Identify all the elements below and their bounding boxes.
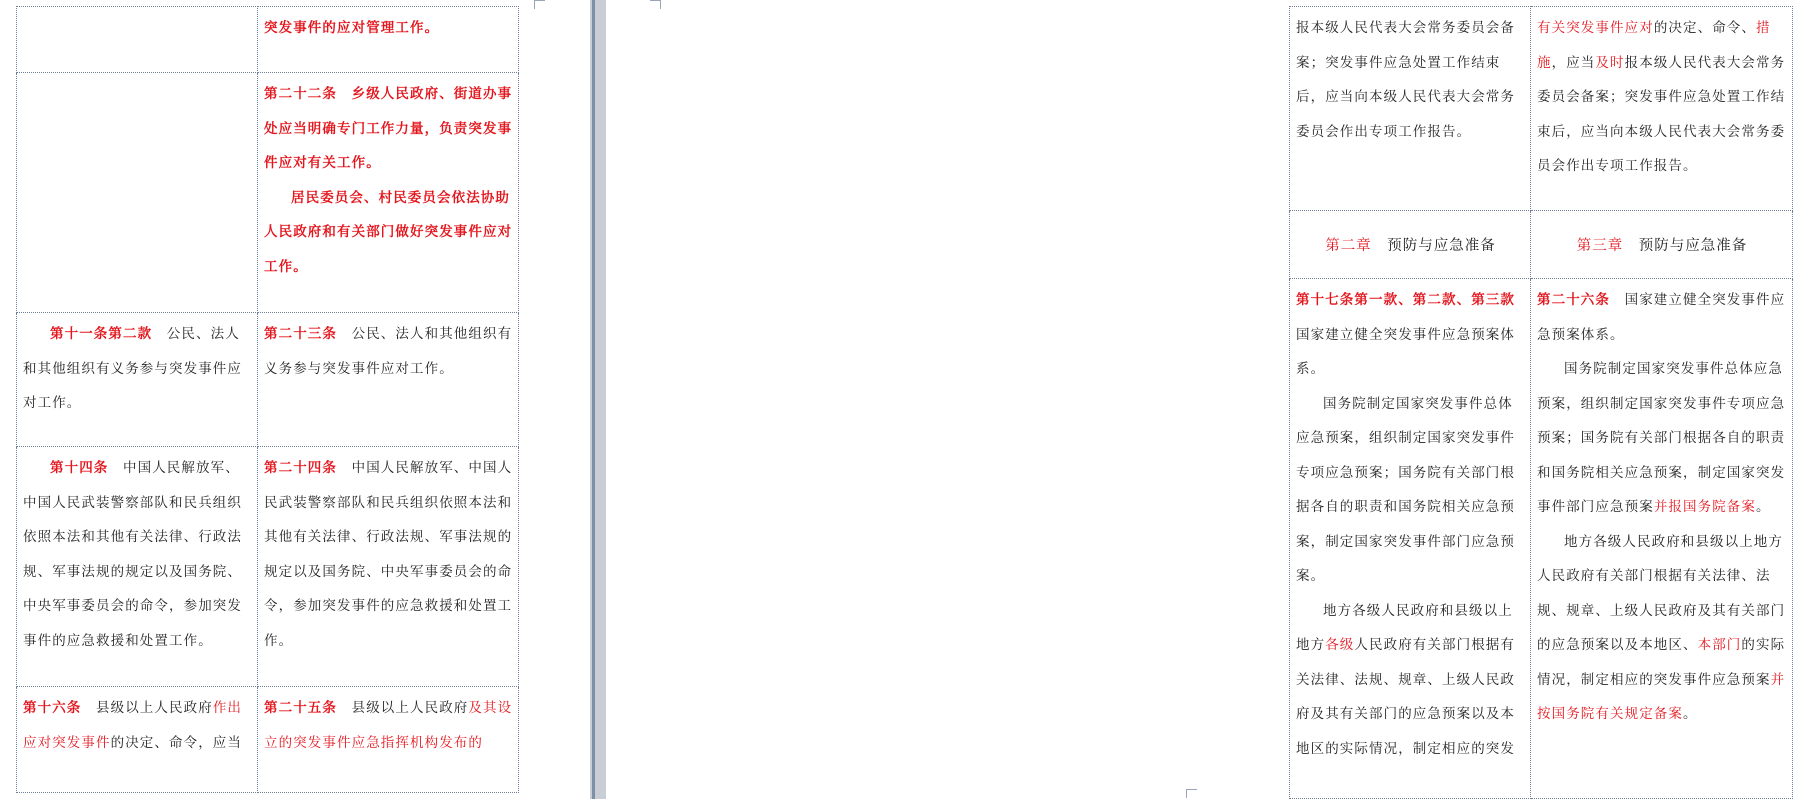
table-row [1290,211,1793,279]
page-edge [592,0,595,799]
amended-text: 第二十四条 [264,460,337,476]
new-provision-cell [258,687,519,793]
table-row [1290,279,1793,799]
table-row [17,313,519,447]
table-row [17,7,519,73]
provision-text: 。 [1683,706,1698,722]
provision-text: 地方各级人民政府和县级以上地方人民政府有关部门根据有关法律、法规、规章、上级人民政府及其有关部门的应急预案以及本地区、 [1537,533,1786,653]
provision-text: 人民政府有关部门根据有关法律、法规、规章、上级人民政府及其有关部门的应急预案以及本地区的实际情况，制定相应的突发 [1296,637,1516,757]
amended-text: 并报国务院备案 [1653,499,1757,515]
provision-paragraph [1537,283,1787,352]
old-provision-cell [1290,211,1531,279]
old-provision-cell [17,7,258,73]
provision-text: 中国人民解放军、中国人民武装警察部队和民兵组织依照本法和其他有关法律、行政法规、军事法规的规定以及国务院、中央军事委员会的命令，参加突发事件的应急救援和处置工作。 [264,460,513,649]
table-row [17,73,519,313]
provision-paragraph [23,691,252,760]
crop-mark [1186,789,1197,798]
provision-paragraph [1537,525,1787,732]
amended-text: 第二十三条 [264,326,337,342]
provision-paragraph [1296,387,1525,594]
old-provision-cell [17,73,258,313]
amended-text: 第十六条 [23,700,82,716]
provision-text: 国务院制定国家突发事件总体应急预案，组织制定国家突发事件专项应急预案；国务院有关部门根据各自的职责和国务院相关应急预案，制定国家突发事件部门应急预案 [1537,361,1786,515]
provision-text: 公民、法人和其他组织有义务参与突发事件应对工作。 [23,326,242,411]
amended-text: 第二章 [1325,238,1372,255]
provision-text: 国家建立健全突发事件应急预案体系。 [1296,292,1530,377]
amended-text: 第十一条第二款 [50,326,153,342]
table-row [1290,7,1793,211]
new-provision-cell [258,447,519,687]
old-provision-cell [17,313,258,447]
provision-paragraph [264,317,513,386]
provision-text: 的决定、命令，应当 [110,734,243,751]
provision-text: 地方各级人民政府和县级以上地方 [1296,602,1513,653]
old-provision-cell [1290,279,1531,799]
provision-paragraph [23,451,252,658]
amended-text: 作出应对突发事件 [23,700,243,751]
provision-paragraph [1296,283,1530,387]
provision-text: 预防与应急准备 [1623,238,1748,255]
new-provision-cell [258,313,519,447]
provision-paragraph [264,181,513,285]
new-provision-cell [258,7,519,73]
provision-text: 国家建立健全突发事件应急预案体系。 [1537,292,1786,343]
provision-text: 公民、法人和其他组织有义务参与突发事件应对工作。 [264,326,513,377]
amended-text: 各级 [1325,637,1355,653]
amended-text: 第三章 [1576,238,1624,255]
amended-text: 有关突发事件应对 [1537,20,1654,36]
provision-text: 预防与应急准备 [1371,238,1496,255]
provision-text: 中国人民解放军、中国人民武装警察部队和民兵组织依照本法和其他有关法律、行政法规、军事法规的规定以及国务院、中央军事委员会的命令，参加突发事件的应急救援和处置工作。 [23,460,242,649]
amended-text: 突发事件的应对管理工作。 [264,20,440,36]
right-page [606,0,1786,799]
provision-paragraph [1296,594,1525,767]
provision-paragraph [264,691,513,760]
comparison-table-left [16,6,519,793]
amended-text: 及其设立的突发事件应急指挥机构发布的 [264,700,513,751]
provision-text: 县级以上人民政府 [81,700,213,716]
crop-mark [534,0,545,9]
amended-text: 乡级人民政府、街道办事处应当明确专门工作力量，负责突发事件应对有关工作。 [264,86,513,171]
amended-text: 居民委员会、村民委员会依法协助人民政府和有关部门做好突发事件应对工作。 [264,189,513,275]
provision-paragraph [264,451,513,658]
provision-paragraph [264,11,513,46]
provision-text: 报本级人民代表大会常务委员会备案；突发事件应急处置工作结束后，应当向本级人民代表大会常务委员会作出专项工作报告。 [1537,54,1786,174]
amended-text: 第十四条 [50,460,109,476]
crop-mark [650,0,661,9]
provision-text: 。 [1756,499,1771,515]
provision-paragraph [1296,229,1525,264]
table-row [17,687,519,793]
table-row [17,447,519,687]
old-provision-cell [17,447,258,687]
amended-text: 第十七条第一款、第二款、第三款 [1296,292,1515,308]
amended-text: 及时 [1595,54,1625,71]
provision-paragraph [1296,11,1525,149]
amended-text: 本部门 [1697,637,1742,653]
new-provision-cell [258,73,519,313]
old-provision-cell [1290,7,1531,211]
amended-text: 第二十六条 [1537,292,1610,308]
provision-text: ，应当 [1551,54,1596,71]
provision-text: 国务院制定国家突发事件总体应急预案，组织制定国家突发事件专项应急预案；国务院有关部门根据各自的职责和国务院相关应急预案，制定国家突发事件部门应急预案。 [1296,395,1515,584]
provision-text: 县级以上人民政府 [337,700,469,716]
provision-paragraph [264,77,513,181]
amended-text: 并按国务院有关规定备案 [1537,671,1786,722]
provision-paragraph [23,317,252,421]
new-provision-cell [1531,7,1793,211]
new-provision-cell [1531,279,1793,799]
amended-text: 第二十二条 [264,86,337,102]
left-page [0,0,590,799]
provision-paragraph [1537,229,1787,264]
page-gutter [590,0,606,799]
provision-paragraph [1537,352,1787,525]
comparison-table-right [1289,6,1793,799]
provision-text: 的实际情况，制定相应的突发事件应急预案 [1537,637,1786,688]
provision-paragraph [1537,11,1787,184]
new-provision-cell [1531,211,1793,279]
amended-text: 措施 [1537,20,1771,71]
old-provision-cell [17,687,258,793]
provision-text: 报本级人民代表大会常务委员会备案；突发事件应急处置工作结束后，应当向本级人民代表大会常务委员会作出专项工作报告。 [1296,20,1515,140]
amended-text: 第二十五条 [264,700,337,716]
provision-text: 的决定、命令、 [1653,20,1757,36]
